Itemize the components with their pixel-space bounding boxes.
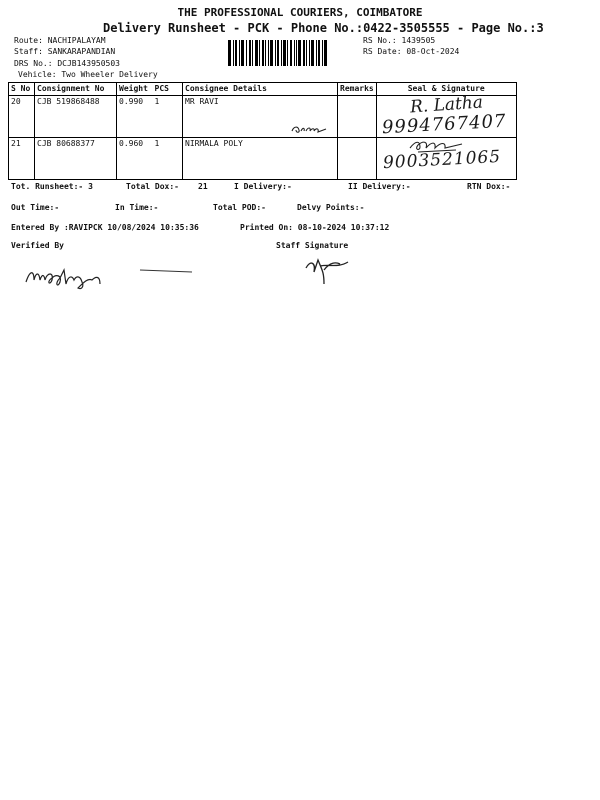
col-weight: Weight <box>117 83 153 96</box>
row-sno: 21 <box>9 138 35 180</box>
in-time: In Time:- <box>115 203 159 212</box>
rtn-dox: RTN Dox:- <box>467 182 511 191</box>
col-remarks: Remarks <box>338 83 377 96</box>
total-dox-label: Total Dox:- <box>126 182 179 191</box>
ii-delivery: II Delivery:- <box>348 182 411 191</box>
row1-initials-signature <box>290 122 330 136</box>
verified-by-signature <box>20 258 200 292</box>
printed-on: Printed On: 08-10-2024 10:37:12 <box>240 223 390 232</box>
row-consignment: CJB 519868488 <box>35 96 117 138</box>
tot-runsheet: Tot. Runsheet:- 3 <box>11 182 93 191</box>
delvy-points: Delvy Points:- <box>297 203 365 212</box>
row-weight: 0.990 <box>117 96 153 138</box>
row-consignment: CJB 80688377 <box>35 138 117 180</box>
col-consignee: Consignee Details <box>183 83 338 96</box>
staff-signature <box>300 254 360 290</box>
row1-handwritten-name: R. Latha <box>409 92 484 118</box>
entered-by: Entered By :RAVIPCK 10/08/2024 10:35:36 <box>11 223 199 232</box>
row1-handwritten-phone: 9994767407 <box>381 110 507 139</box>
row-consignee: MR RAVI <box>183 96 338 138</box>
row-sno: 20 <box>9 96 35 138</box>
drs-number: DRS No.: DCJB143950503 <box>14 59 120 68</box>
vehicle-field: Vehicle: Two Wheeler Delivery <box>18 70 158 79</box>
row-pcs: 1 <box>153 96 183 138</box>
col-seal-signature: Seal & Signature <box>376 83 516 96</box>
row-weight: 0.960 <box>117 138 153 180</box>
col-pcs: PCS <box>153 83 183 96</box>
col-sno: S No <box>9 83 35 96</box>
staff-signature-label: Staff Signature <box>276 241 349 250</box>
out-time: Out Time:- <box>11 203 60 212</box>
staff-field: Staff: SANKARAPANDIAN <box>14 47 116 56</box>
row-consignee: NIRMALA POLY <box>183 138 338 180</box>
row2-handwritten-phone: 9003521065 <box>382 146 502 174</box>
col-consignment: Consignment No <box>35 83 117 96</box>
total-pod: Total POD:- <box>213 203 266 212</box>
company-title: THE PROFESSIONAL COURIERS, COIMBATORE <box>177 6 423 19</box>
runsheet-subtitle: Delivery Runsheet - PCK - Phone No.:0422-3505555 - Page No.:3 <box>103 21 544 35</box>
row-pcs: 1 <box>153 138 183 180</box>
row-remarks <box>338 138 377 180</box>
drs-barcode <box>228 40 356 66</box>
row-remarks <box>338 96 377 138</box>
rs-number: RS No.: 1439505 <box>363 36 436 45</box>
route-field: Route: NACHIPALAYAM <box>14 36 106 45</box>
total-dox-value: 21 <box>198 182 208 191</box>
i-delivery: I Delivery:- <box>234 182 292 191</box>
rs-date: RS Date: 08-Oct-2024 <box>363 47 460 56</box>
verified-by-label: Verified By <box>11 241 64 250</box>
table-header-row <box>9 83 517 96</box>
